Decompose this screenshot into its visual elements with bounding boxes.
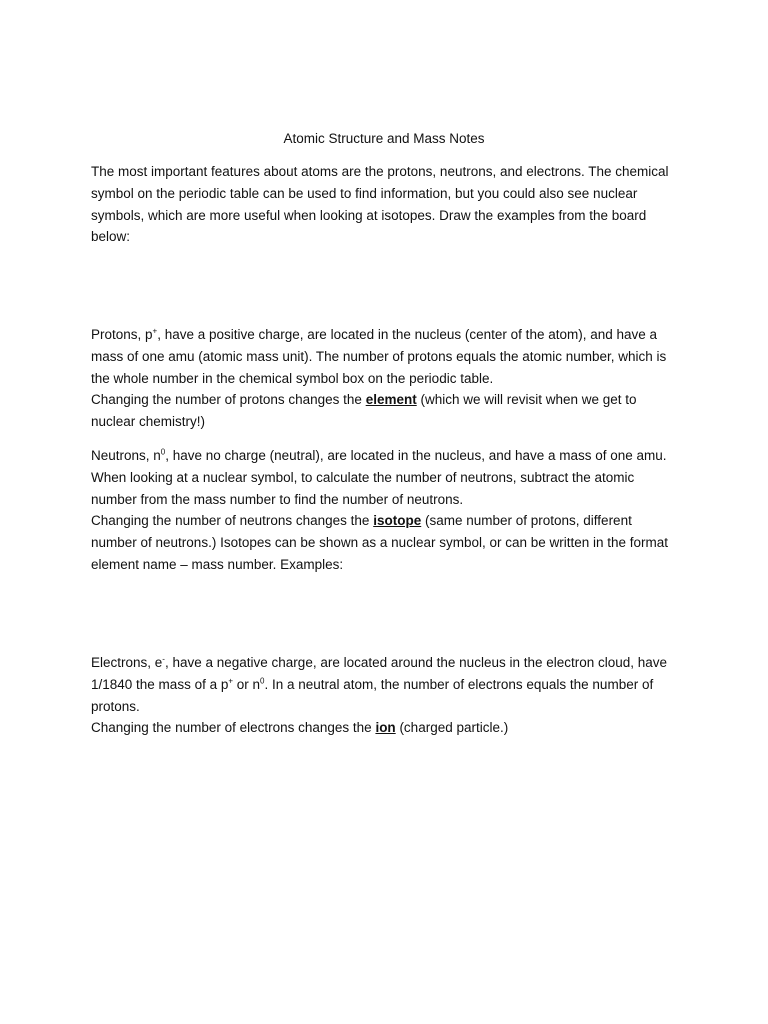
electrons-paragraph bbox=[91, 652, 681, 717]
protons-paragraph bbox=[91, 324, 681, 389]
neutrons-text: , have no charge (neutral), are located in the nucleus, and have a mass of one amu. When looking at a nuclear symbol, to calculate the number of neutrons, subtract the atomic number from the mass number to find the number of neutrons. bbox=[91, 448, 667, 507]
page-title: Atomic Structure and Mass Notes bbox=[283, 131, 485, 146]
neutrons-change-paragraph bbox=[91, 510, 681, 575]
neutrons-lead: Neutrons, n bbox=[91, 448, 161, 463]
neutrons-superscript: 0 bbox=[160, 447, 166, 457]
electrons-change-paragraph bbox=[91, 717, 681, 739]
protons-section bbox=[91, 324, 681, 433]
electrons-change-term: ion bbox=[375, 720, 396, 736]
intro-paragraph bbox=[91, 161, 681, 248]
intro-text: The most important features about atoms are the protons, neutrons, and electrons. The chemical symbol on the periodic table can be used to find information, but you could also see nuclear symbols, which are more useful when looking at isotopes. Draw the examples from the board below: bbox=[91, 164, 669, 245]
protons-change-before: Changing the number of protons changes the bbox=[91, 392, 366, 408]
protons-lead: Protons, p bbox=[91, 327, 153, 342]
electrons-change-before: Changing the number of electrons changes the bbox=[91, 720, 376, 736]
neutrons-change-after: (same number of protons, different number of neutrons.) Isotopes can be shown as a nuclear symbol, or can be written in the format element name – mass number. Examples: bbox=[91, 513, 669, 572]
electrons-text-1: , have a negative charge, are located around the nucleus in the electron cloud, have 1/1840 the mass of a p bbox=[91, 655, 668, 692]
protons-change-paragraph bbox=[91, 389, 681, 433]
neutrons-section bbox=[91, 445, 681, 576]
electrons-superscript-2: + bbox=[228, 676, 234, 686]
electrons-text-3: . In a neutral atom, the number of electrons equals the number of protons. bbox=[91, 676, 654, 714]
electrons-section bbox=[91, 652, 681, 739]
neutrons-change-before: Changing the number of neutrons changes the bbox=[91, 513, 374, 529]
neutrons-paragraph bbox=[91, 445, 681, 510]
neutrons-change-term: isotope bbox=[373, 513, 422, 529]
electrons-lead: Electrons, e bbox=[91, 655, 163, 670]
protons-change-term: element bbox=[365, 392, 417, 408]
electrons-text-2: or n bbox=[233, 676, 261, 692]
electrons-change-after: (charged particle.) bbox=[395, 720, 509, 736]
electrons-superscript-3: 0 bbox=[260, 676, 265, 686]
protons-superscript: + bbox=[152, 326, 158, 336]
electrons-superscript: - bbox=[162, 654, 165, 664]
protons-text: , have a positive charge, are located in the nucleus (center of the atom), and have a mass of one amu (atomic mass unit). The number of protons equals the atomic number, which is the whole number in the chemical symbol box on the periodic table. bbox=[91, 327, 667, 386]
protons-change-after: (which we will revisit when we get to nuclear chemistry!) bbox=[91, 392, 637, 430]
